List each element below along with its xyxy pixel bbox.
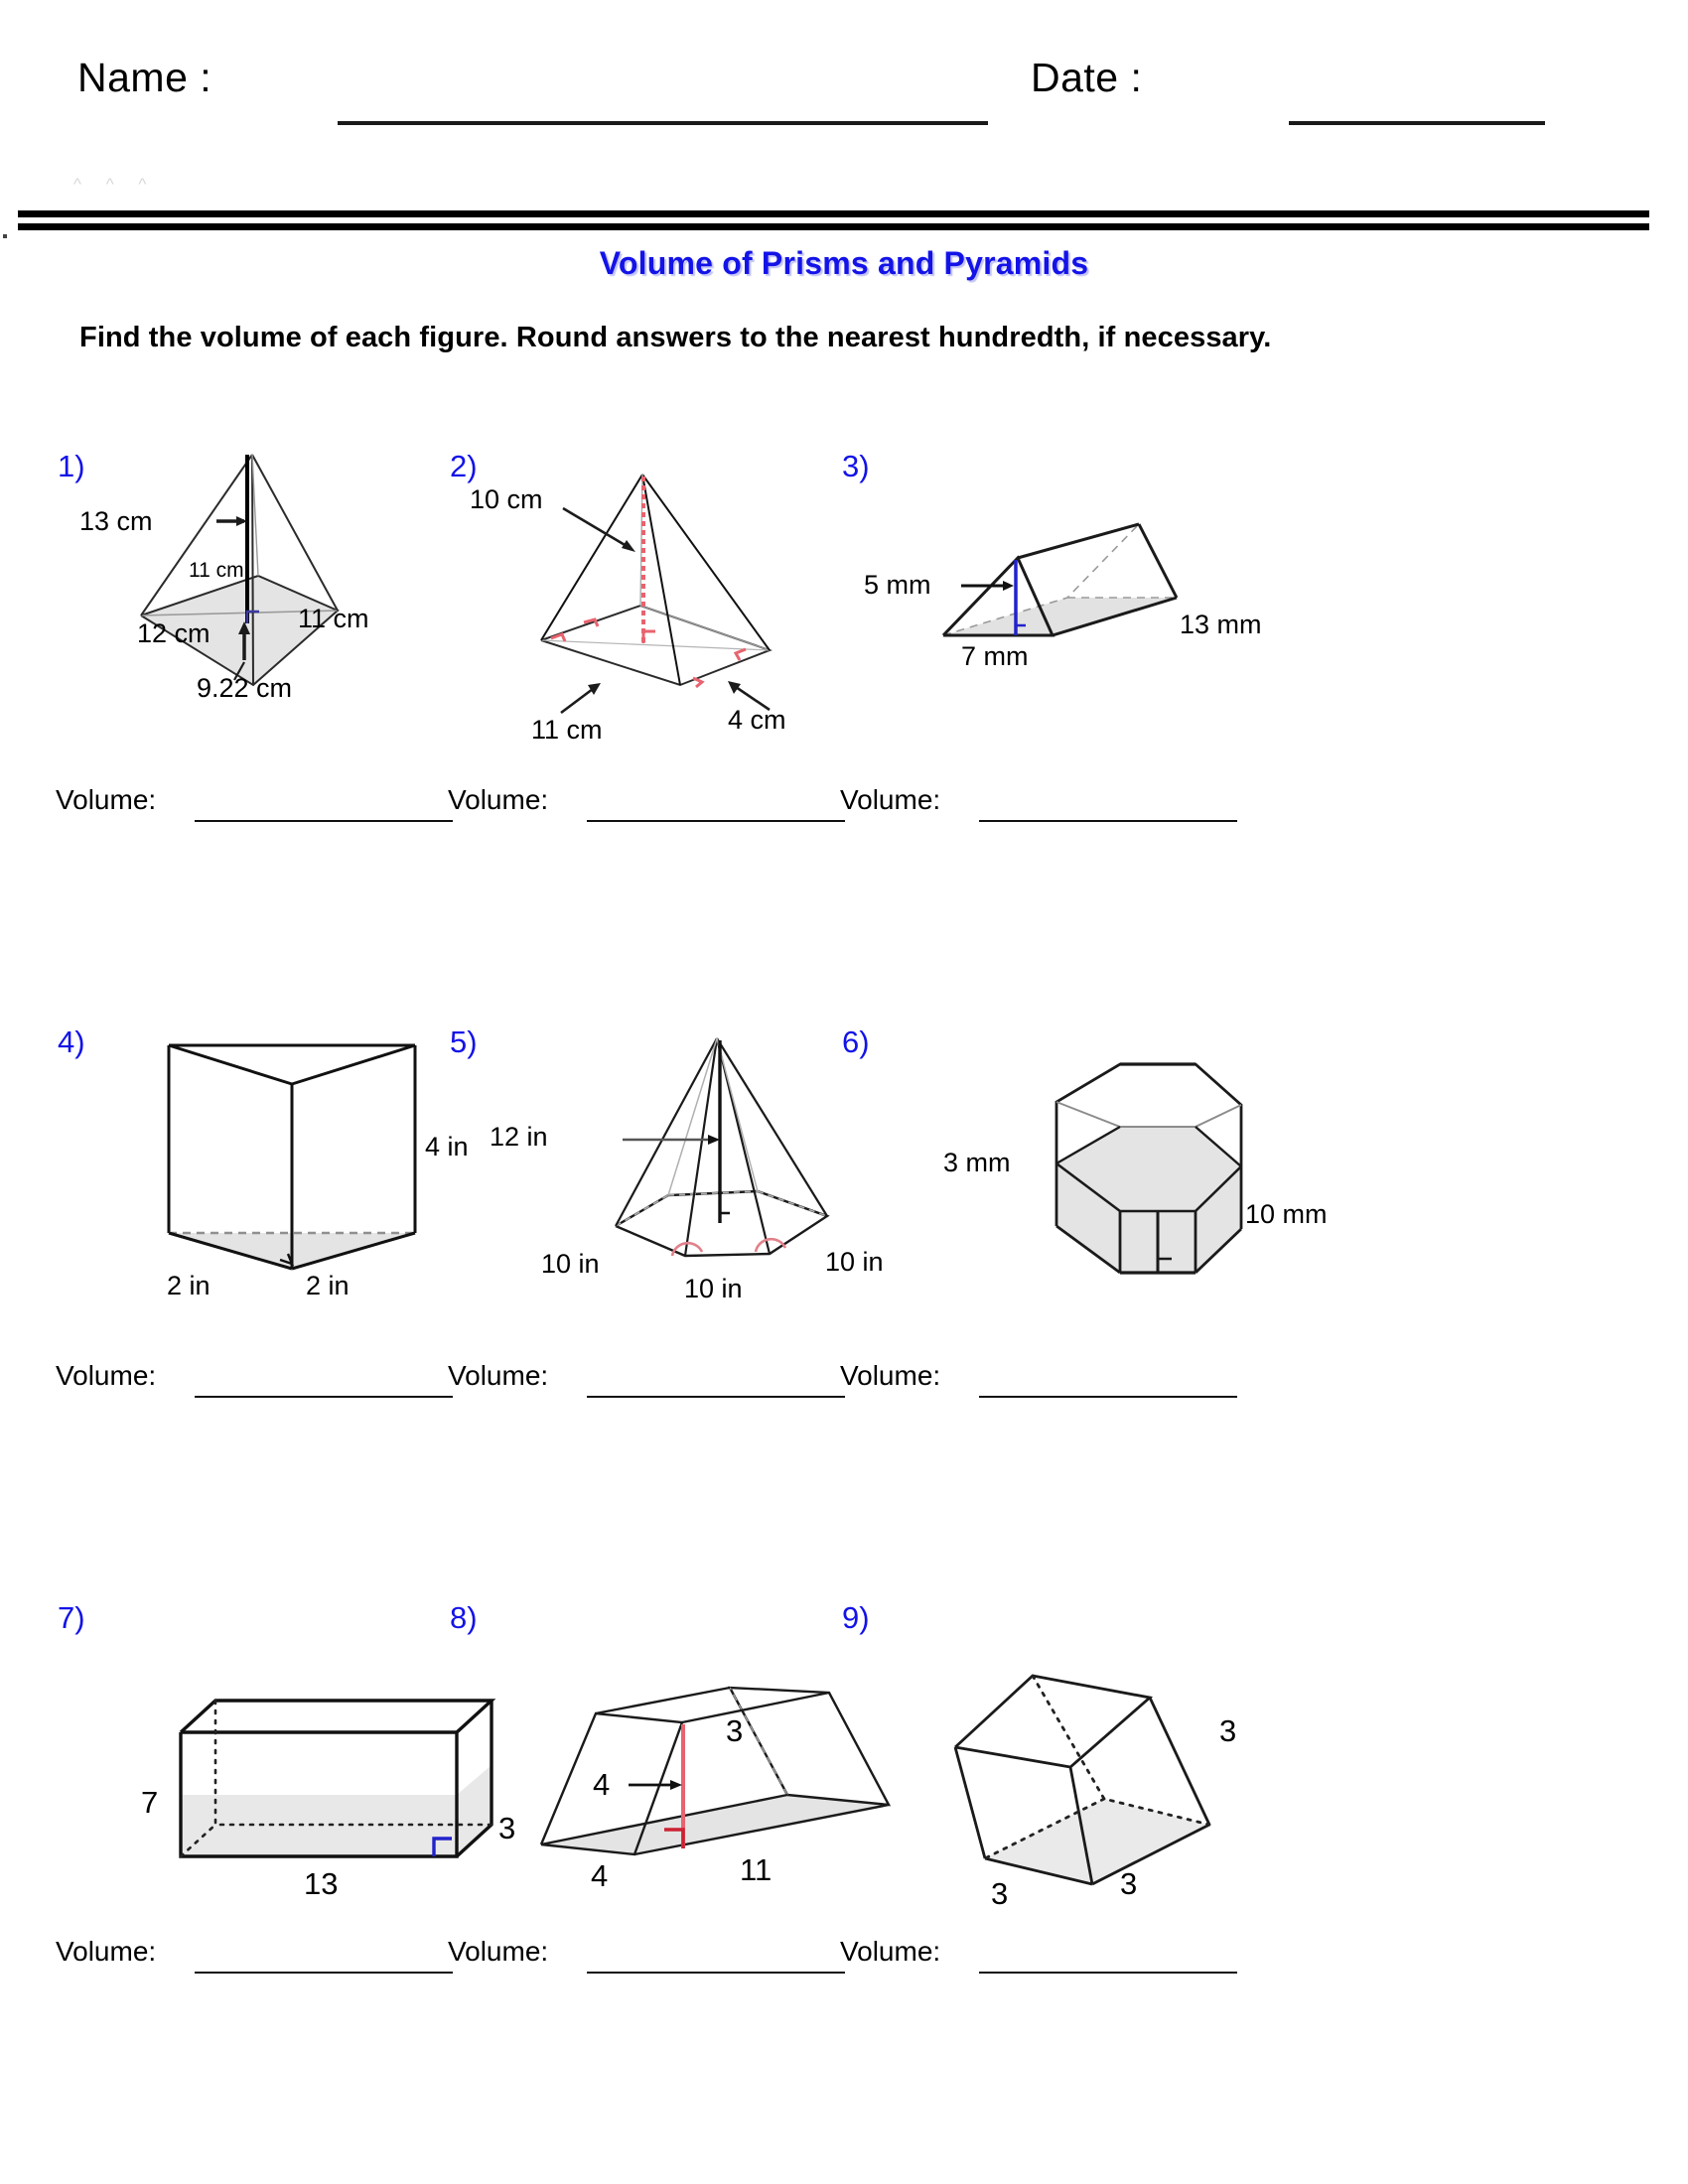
label-triangle-base-7mm: 7 mm bbox=[961, 641, 1029, 671]
figure-cube-prism bbox=[834, 1588, 1370, 1916]
label-top-base-3: 3 bbox=[726, 1713, 744, 1748]
volume-label-7: Volume: bbox=[56, 1936, 157, 1967]
volume-answer-rule-4[interactable] bbox=[195, 1396, 453, 1398]
label-base-width-4cm: 4 cm bbox=[728, 705, 786, 735]
label-leg-right-2in: 2 in bbox=[306, 1271, 350, 1300]
volume-answer-3 bbox=[840, 784, 1366, 828]
label-base-left-12cm: 12 cm bbox=[137, 618, 211, 648]
volume-label-2: Volume: bbox=[448, 784, 549, 815]
label-side-10mm: 10 mm bbox=[1245, 1199, 1328, 1229]
label-depth-3: 3 bbox=[498, 1811, 516, 1845]
volume-answer-rule-9[interactable] bbox=[979, 1972, 1237, 1974]
label-height-12in: 12 in bbox=[490, 1122, 548, 1152]
stray-dot-mark bbox=[3, 234, 7, 238]
label-base-height-922cm: 9.22 cm bbox=[197, 673, 293, 703]
instructions-text: Find the volume of each figure. Round answers to the nearest hundredth, if necessary. bbox=[79, 322, 1272, 353]
label-prism-height-4in: 4 in bbox=[425, 1132, 469, 1161]
volume-label-5: Volume: bbox=[448, 1360, 549, 1391]
label-prism-length-13mm: 13 mm bbox=[1180, 610, 1262, 639]
volume-label-3: Volume: bbox=[840, 784, 941, 815]
label-height-10cm: 10 cm bbox=[470, 484, 543, 514]
problem-9 bbox=[834, 1588, 1370, 2065]
name-label: Name : bbox=[77, 55, 212, 100]
volume-answer-6 bbox=[840, 1360, 1366, 1404]
label-edge-front-right-3: 3 bbox=[1120, 1866, 1138, 1901]
label-slant-right-11cm: 11 cm bbox=[298, 604, 369, 633]
label-edge-right-3: 3 bbox=[1219, 1713, 1237, 1748]
label-height-13cm: 13 cm bbox=[79, 506, 153, 536]
label-side-right-10in: 10 in bbox=[825, 1247, 884, 1277]
problem-number-3: 3) bbox=[842, 449, 870, 483]
problem-number-6: 6) bbox=[842, 1024, 870, 1059]
figure-triangular-prism bbox=[834, 437, 1370, 764]
name-input-rule[interactable] bbox=[338, 121, 988, 125]
figure-hexagonal-prism bbox=[834, 1013, 1370, 1340]
problem-6 bbox=[834, 1013, 1370, 1489]
label-side-front-10in: 10 in bbox=[684, 1274, 743, 1303]
label-height-4: 4 bbox=[593, 1767, 611, 1802]
volume-answer-9 bbox=[840, 1936, 1366, 1979]
date-input-rule[interactable] bbox=[1289, 121, 1545, 125]
volume-answer-rule-7[interactable] bbox=[195, 1972, 453, 1974]
problem-number-2: 2) bbox=[450, 449, 478, 483]
label-length-11: 11 bbox=[740, 1852, 773, 1887]
volume-answer-rule-6[interactable] bbox=[979, 1396, 1237, 1398]
label-triangle-height-5mm: 5 mm bbox=[864, 570, 931, 600]
problem-number-8: 8) bbox=[450, 1600, 478, 1635]
label-height-7: 7 bbox=[141, 1785, 159, 1820]
volume-label-8: Volume: bbox=[448, 1936, 549, 1967]
volume-answer-rule-1[interactable] bbox=[195, 820, 453, 822]
label-side-left-10in: 10 in bbox=[541, 1249, 600, 1279]
page-header bbox=[0, 0, 1688, 213]
problem-3 bbox=[834, 437, 1370, 913]
volume-label-9: Volume: bbox=[840, 1936, 941, 1967]
problem-number-4: 4) bbox=[58, 1024, 85, 1059]
volume-answer-rule-2[interactable] bbox=[587, 820, 845, 822]
label-bottom-base-4: 4 bbox=[591, 1858, 609, 1893]
label-base-length-11cm: 11 cm bbox=[531, 715, 603, 745]
page-title: Volume of Prisms and Pyramids bbox=[599, 245, 1089, 281]
problem-number-7: 7) bbox=[58, 1600, 85, 1635]
problem-number-9: 9) bbox=[842, 1600, 870, 1635]
problem-number-5: 5) bbox=[450, 1024, 478, 1059]
faint-artifact-mark: ^ ^ ^ bbox=[73, 175, 157, 194]
volume-answer-rule-8[interactable] bbox=[587, 1972, 845, 1974]
label-slant-left-11cm: 11 cm bbox=[189, 559, 244, 582]
volume-label-4: Volume: bbox=[56, 1360, 157, 1391]
label-edge-front-left-3: 3 bbox=[991, 1876, 1009, 1911]
volume-answer-rule-5[interactable] bbox=[587, 1396, 845, 1398]
problem-number-1: 1) bbox=[58, 449, 85, 483]
label-length-13: 13 bbox=[304, 1866, 339, 1901]
volume-label-1: Volume: bbox=[56, 784, 157, 815]
volume-answer-rule-3[interactable] bbox=[979, 820, 1237, 822]
volume-label-6: Volume: bbox=[840, 1360, 941, 1391]
label-leg-left-2in: 2 in bbox=[167, 1271, 211, 1300]
title-divider-bar bbox=[18, 210, 1649, 230]
label-apothem-3mm: 3 mm bbox=[943, 1148, 1011, 1177]
date-label: Date : bbox=[1031, 55, 1143, 100]
